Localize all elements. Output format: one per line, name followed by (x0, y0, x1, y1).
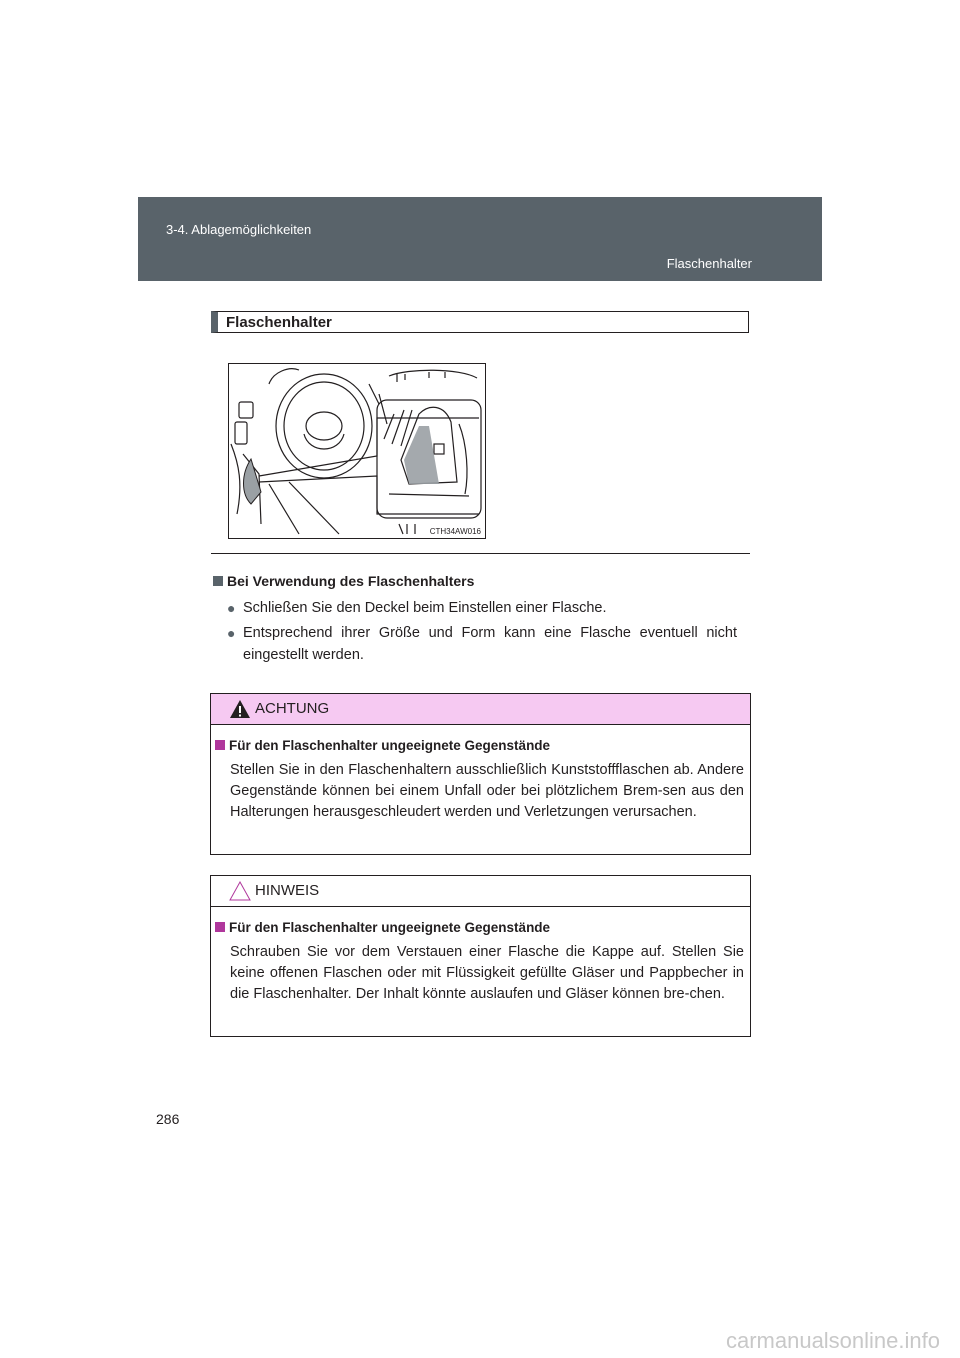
watermark-footer: carmanualsonline.info (725, 1328, 940, 1353)
warning-box (210, 693, 751, 855)
separator-rule (211, 553, 750, 554)
notice-text: Schrauben Sie vor dem Verstauen einer Flasche die Kappe auf. Stellen Sie keine offenen Flaschen oder mit Flüssigkeit gefüllte Gläser und Pappbecher in die Flaschenhalter. Der Inhalt könnte auslaufen und Gläser können bre-chen. (230, 944, 744, 1002)
warning-subheading-text: Für den Flaschenhalter ungeeignete Gegenstände (229, 738, 551, 753)
usage-heading-text: Bei Verwendung des Flaschenhalters (227, 573, 475, 589)
square-bullet-icon (215, 740, 225, 750)
square-bullet-icon (213, 576, 223, 586)
warning-subheading (215, 738, 550, 753)
usage-bullet-text: Entsprechend ihrer Größe und Form kann eine Flasche eventuell nicht eingestellt werden. (243, 625, 737, 663)
bottle-holder-illustration (228, 363, 486, 539)
notice-label: HINWEIS (255, 882, 320, 899)
warning-label: ACHTUNG (255, 700, 330, 717)
circle-bullet-icon: ● (227, 625, 236, 641)
chapter-label: 3-4. Ablagemöglichkeiten (166, 222, 312, 237)
section-label: Flaschenhalter (666, 256, 752, 271)
usage-bullet (227, 622, 737, 666)
dashboard-drawing (229, 364, 485, 538)
notice-subheading-text: Für den Flaschenhalter ungeeignete Gegenstände (229, 920, 551, 935)
notice-subheading (215, 920, 550, 935)
section-title-text: Flaschenhalter (226, 314, 332, 331)
warning-text: Stellen Sie in den Flaschenhaltern ausschließlich Kunststoffflaschen ab. Andere Gegenstände können bei einem Unfall oder bei plötzlichem Brem-sen aus den Halterungen herausgeschleudert werden und Verletzungen verursachen. (230, 762, 744, 820)
warning-header (211, 694, 750, 725)
notice-header (211, 876, 750, 907)
square-bullet-icon (215, 922, 225, 932)
notice-box (210, 875, 751, 1037)
figure-code: CTH34AW016 (429, 527, 481, 536)
section-title (211, 311, 749, 333)
caution-triangle-icon (229, 881, 251, 901)
usage-bullet-text: Schließen Sie den Deckel beim Einstellen einer Flasche. (243, 600, 607, 616)
usage-bullet (227, 597, 737, 619)
page-header (138, 197, 822, 281)
warning-triangle-icon (229, 699, 251, 719)
usage-heading (213, 573, 474, 589)
page-number: 286 (156, 1111, 180, 1127)
circle-bullet-icon: ● (227, 600, 236, 616)
